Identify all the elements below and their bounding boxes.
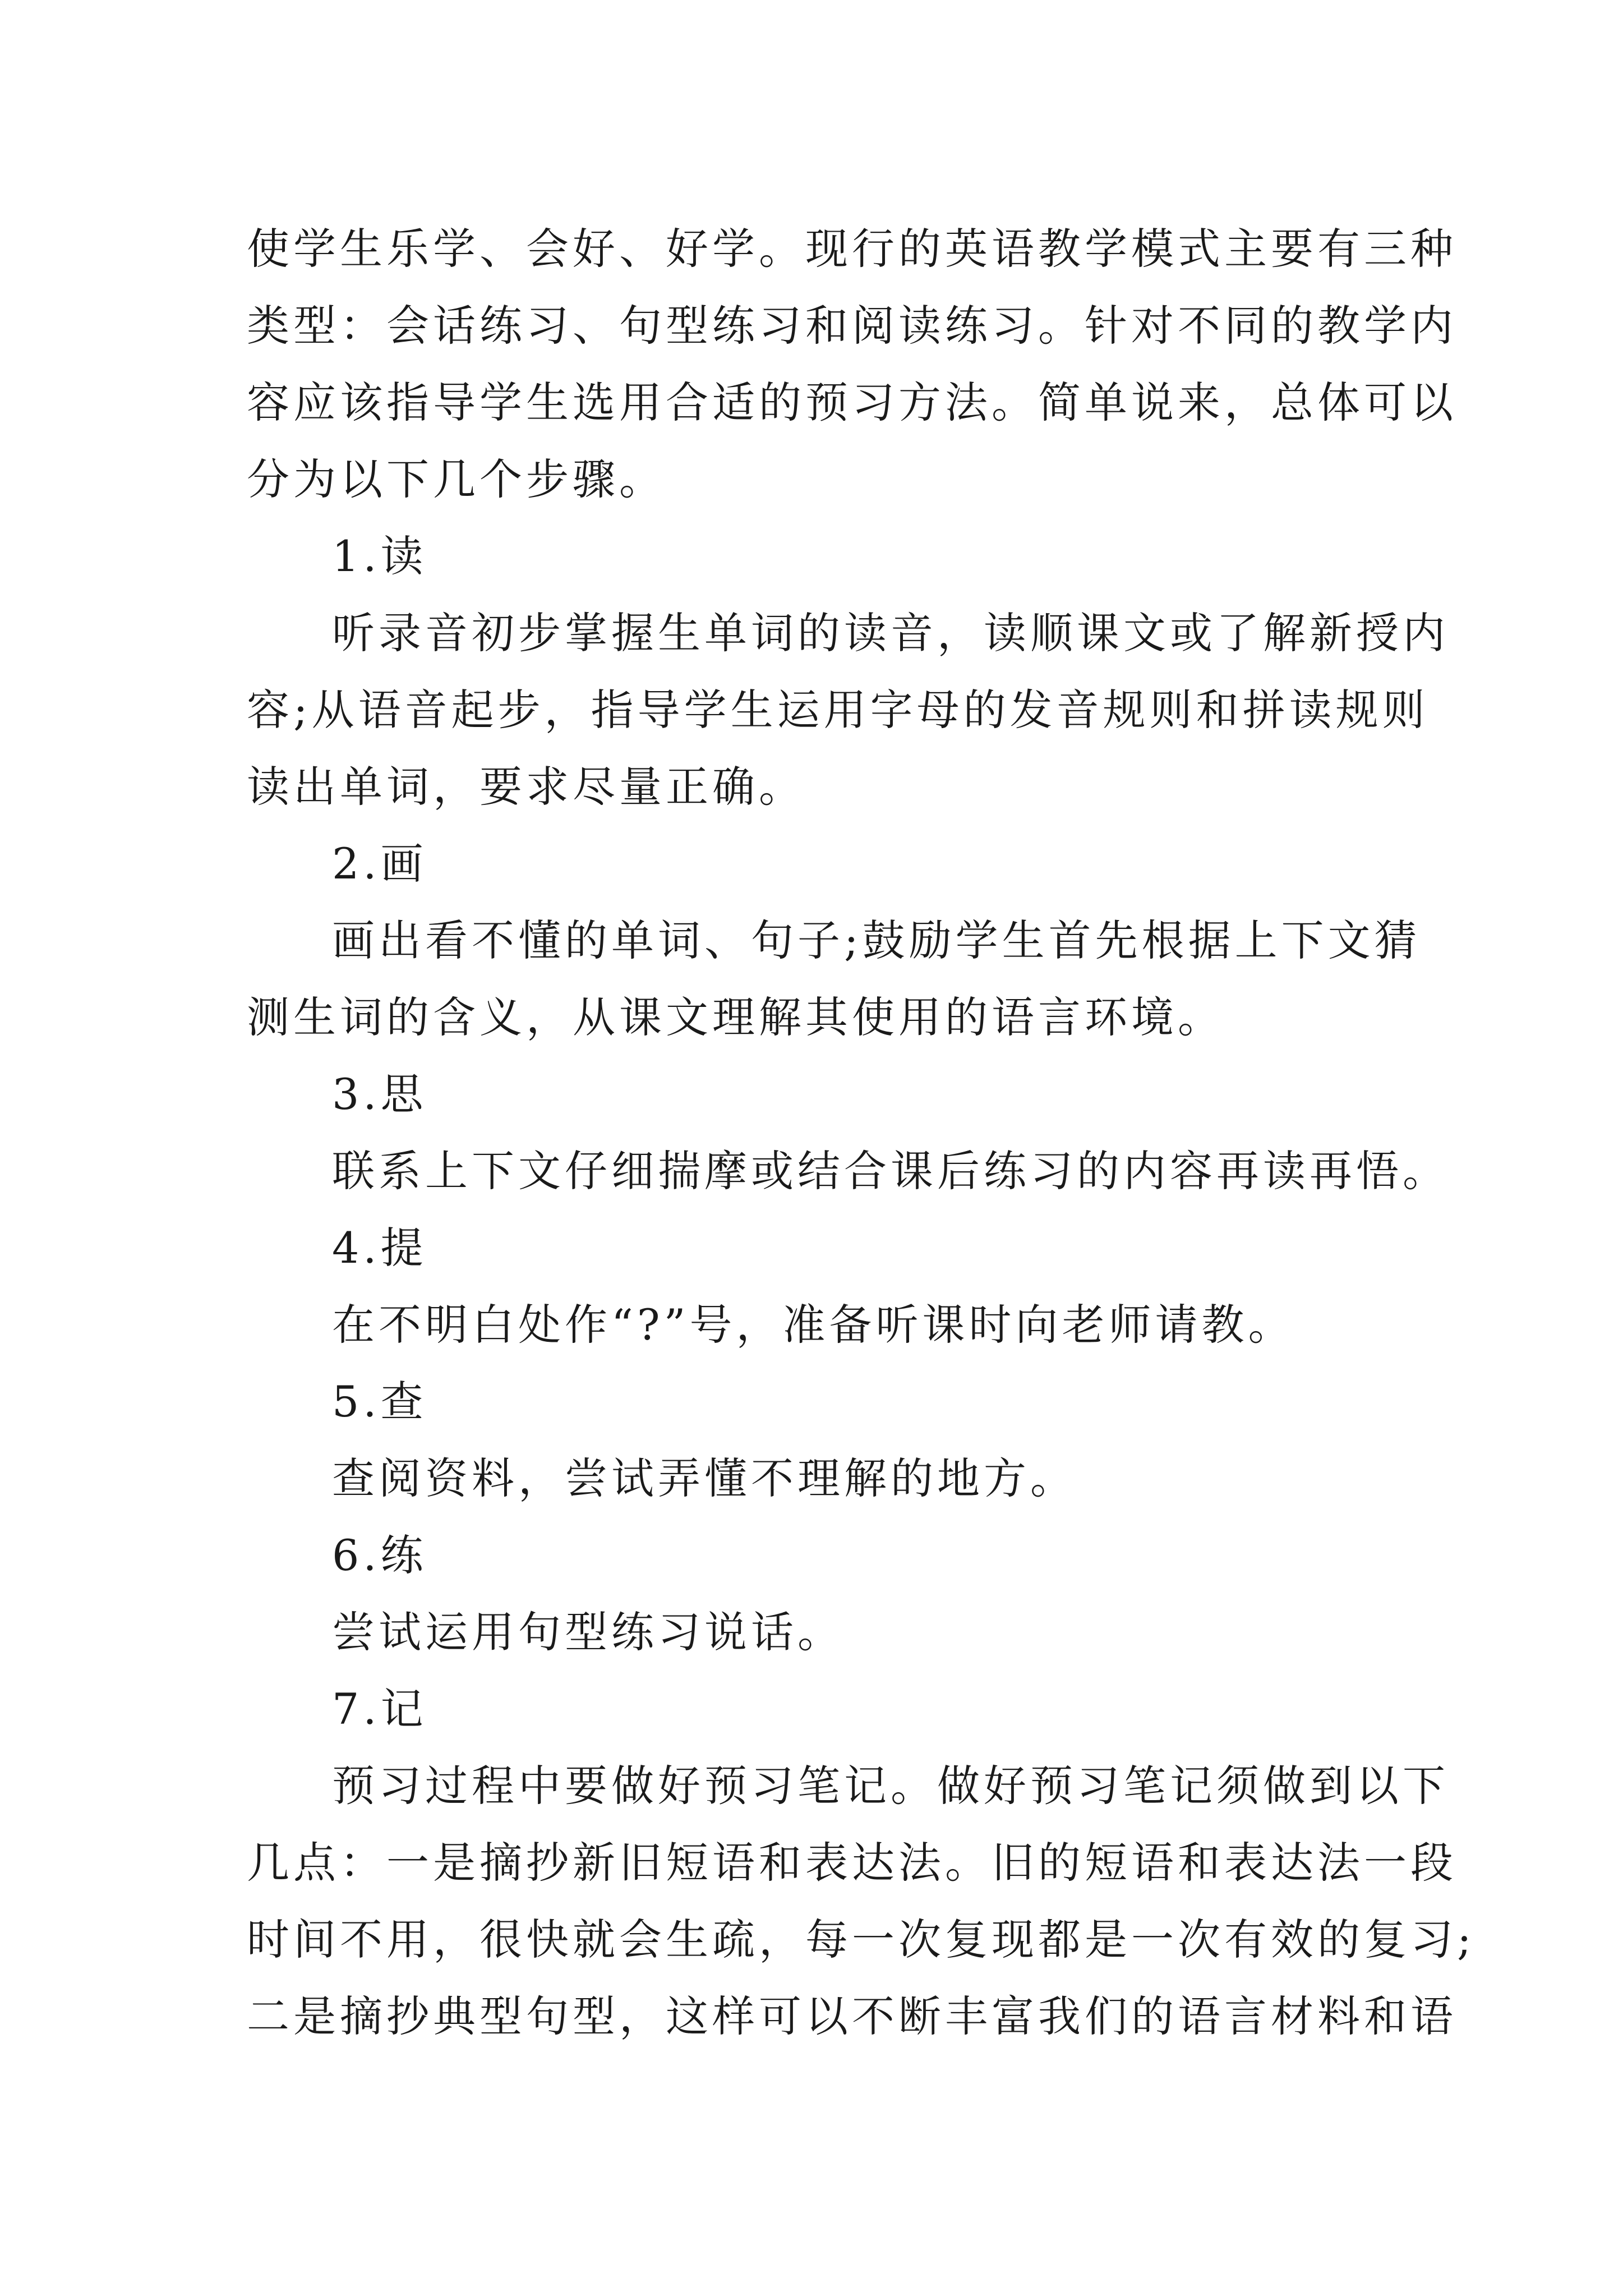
section-heading-ask: 4.提 [332, 1223, 427, 1273]
text-line: 在不明白处作“?”号，准备听课时向老师请教。 [332, 1300, 1295, 1350]
text-line: 联系上下文仔细揣摩或结合课后练习的内容再读再悟。 [332, 1146, 1449, 1196]
text-line: 容;从语音起步，指导学生运用字母的发音规则和拼读规则 [247, 685, 1429, 735]
text-line: 画出看不懂的单词、句子;鼓励学生首先根据上下文猜 [332, 915, 1421, 965]
section-heading-think: 3.思 [332, 1069, 427, 1119]
section-heading-read: 1.读 [332, 531, 427, 581]
document-body [247, 210, 1476, 2055]
text-line: 读出单词，要求尽量正确。 [247, 762, 805, 812]
text-line: 查阅资料，尝试弄懂不理解的地方。 [332, 1453, 1077, 1503]
text-line: 容应该指导学生选用合适的预习方法。简单说来，总体可以 [247, 378, 1457, 427]
section-heading-practice: 6.练 [332, 1530, 427, 1580]
text-line: 预习过程中要做好预习笔记。做好预习笔记须做到以下 [332, 1761, 1449, 1811]
text-line: 时间不用，很快就会生疏，每一次复现都是一次有效的复习; [247, 1915, 1476, 1964]
text-line: 几点：一是摘抄新旧短语和表达法。旧的短语和表达法一段 [247, 1838, 1457, 1888]
section-heading-note: 7.记 [332, 1684, 427, 1734]
section-heading-draw: 2.画 [332, 839, 427, 889]
section-heading-lookup: 5.查 [332, 1377, 427, 1427]
text-line: 二是摘抄典型句型，这样可以不断丰富我们的语言材料和语 [247, 1991, 1457, 2041]
text-line: 使学生乐学、会好、好学。现行的英语教学模式主要有三种 [247, 224, 1457, 274]
text-line: 听录音初步掌握生单词的读音，读顺课文或了解新授内 [332, 608, 1449, 658]
text-line: 分为以下几个步骤。 [247, 454, 666, 504]
text-line: 测生词的含义，从课文理解其使用的语言环境。 [247, 992, 1224, 1042]
text-line: 尝试运用句型练习说话。 [332, 1607, 844, 1657]
text-line: 类型：会话练习、句型练习和阅读练习。针对不同的教学内 [247, 301, 1457, 351]
